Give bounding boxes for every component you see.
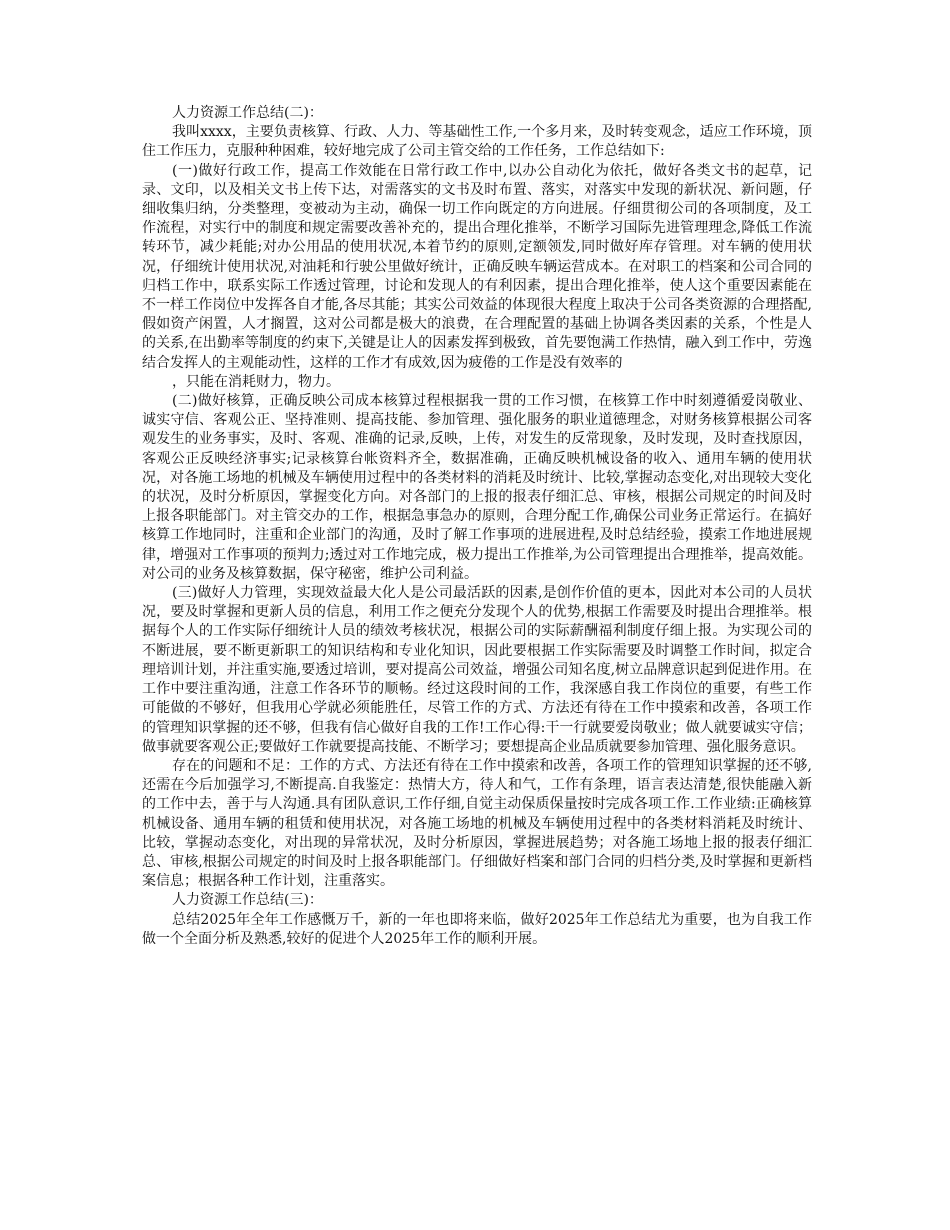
section-heading-3: 人力资源工作总结(三)： (172, 892, 323, 909)
section-heading-2: 人力资源工作总结(二)： (172, 105, 323, 121)
accounting-paragraph: (二)做好核算，正确反映公司成本核算过程根据我一贯的工作习惯，在核算工作中时刻遵循爱岗敬业、诚实守信、客观公正、坚持准则、提高技能、参加管理、强化服务的职业道德理念，对财务核算根据公司客观发生的业务事实，及时、客观、准确的记录,反映，上传，对发生的反常现象，及时发现，及时查找原因，客观公正反映经济事实;记录核算台帐资料齐全，数据准确，正确反映机械设备的收入、通用车辆的使用状况，对各施工场地的机械及车辆使用过程中的各类材料的消耗及时统计、比较,掌握动态变化,对出现较大变化的状况，及时分析原因，掌握变化方向。对各部门的上报的报表仔细汇总、审核，根据公司规定的时间及时上报各职能部门。对主管交办的工作，根据急事急办的原则，合理分配工作,确保公司业务正常运行。在搞好核算工作地同时，注重和企业部门的沟通，及时了解工作事项的进展进程,及时总结经验，摸索工作地进展规律，增强对工作事项的预判力;透过对工作地完成，极力提出工作推举,为公司管理提出合理推举，提高效能。对公司的业务及核算数据，保守秘密，维护公司利益。 (142, 393, 812, 582)
summary-paragraph: 总结2025年全年工作感慨万千，新的一年也即将来临，做好2025年工作总结尤为重要，也为自我工作做一个全面分析及熟悉,较好的促进个人2025年工作的顺利开展。 (142, 911, 812, 947)
admin-work-continuation: ，只能在消耗财力，物力。 (172, 373, 340, 390)
hr-management-paragraph: (三)做好人力管理，实现效益最大化人是公司最活跃的因素,是创作价值的更本，因此对本公司的人员状况，要及时掌握和更新人员的信息，利用工作之便充分发现个人的优势,根据工作需要及时提出合理推举。根据每个人的工作实际仔细统计人员的绩效考核状况，根据公司的实际薪酬福利制度仔细上报。为实现公司的不断进展，要不断更新职工的知识结构和专业化知识，因此要根据工作实际需要及时调整工作时间，拟定合理培训计划，并注重实施,要透过培训，要对提高公司效益，增强公司知名度,树立品牌意识起到促进作用。在工作中要注重沟通，注意工作各环节的顺畅。经过这段时间的工作，我深感自我工作岗位的重要，有些工作可能做的不够好，但我用心学就必须能胜任，尽管工作的方式、方法还有待在工作中摸索和改善，各项工作的管理知识掌握的还不够，但我有信心做好自我的工作!工作心得:干一行就要爱岗敬业；做人就要诚实守信；做事就要客观公正;要做好工作就要提高技能、不断学习；要想提高企业品质就要参加管理、强化服务意识。 (142, 585, 812, 755)
document-body (142, 104, 812, 949)
admin-work-paragraph: (一)做好行政工作，提高工作效能在日常行政工作中,以办公自动化为依托，做好各类文书的起草，记录、文印，以及相关文书上传下达，对需落实的文书及时布置、落实，对落实中发现的新状况、新问题，仔细收集归纳，分类整理，变被动为主动，确保一切工作向既定的方向进展。仔细贯彻公司的各项制度，及工作流程，对实行中的制度和规定需要改善补充的，提出合理化推举，不断学习国际先进管理理念,降低工作流转环节，减少耗能;对办公用品的使用状况,本着节约的原则,定额领发,同时做好库存管理。对车辆的使用状况，仔细统计使用状况,对油耗和行驶公里做好统计，正确反映车辆运营成本。在对职工的档案和公司合同的归档工作中，联系实际工作透过管理，讨论和发现人的有利因素，提出合理化推举，使人这个重要因素能在不一样工作岗位中发挥各自才能,各尽其能；其实公司效益的体现很大程度上取决于公司各类资源的合理搭配,假如资产闲置，人才搁置，这对公司都是极大的浪费，在合理配置的基础上协调各类因素的关系，个性是人的关系,在出勤率等制度的约束下,关键是让人的因素发挥到极致，首先要饱满工作热情，融入到工作中，劳逸结合发挥人的主观能动性，这样的工作才有成效,因为疲倦的工作是没有效率的 (142, 162, 812, 371)
intro-paragraph: 我叫xxxx，主要负责核算、行政、人力、等基础性工作,一个多月来，及时转变观念，适应工作环境，顶住工作压力，克服种种困难，较好地完成了公司主管交给的工作任务，工作总结如下: (142, 124, 812, 160)
problems-paragraph: 存在的问题和不足：工作的方式、方法还有待在工作中摸索和改善，各项工作的管理知识掌握的还不够,还需在今后加强学习,不断提高.自我鉴定：热情大方，待人和气，工作有条理，语言表达清楚,很快能融入新的工作中去，善于与人沟通.具有团队意识,工作仔细,自觉主动保质保量按时完成各项工作.工作业绩:正确核算机械设备、通用车辆的租赁和使用状况，对各施工场地的机械及车辆使用过程中的各类材料消耗及时统计、比较，掌握动态变化，对出现的异常状况，及时分析原因，掌握进展趋势；对各施工场地上报的报表仔细汇总、审核,根据公司规定的时间及时上报各职能部门。仔细做好档案和部门合同的归档分类,及时掌握和更新档案信息；根据各种工作计划，注重落实。 (142, 757, 812, 890)
